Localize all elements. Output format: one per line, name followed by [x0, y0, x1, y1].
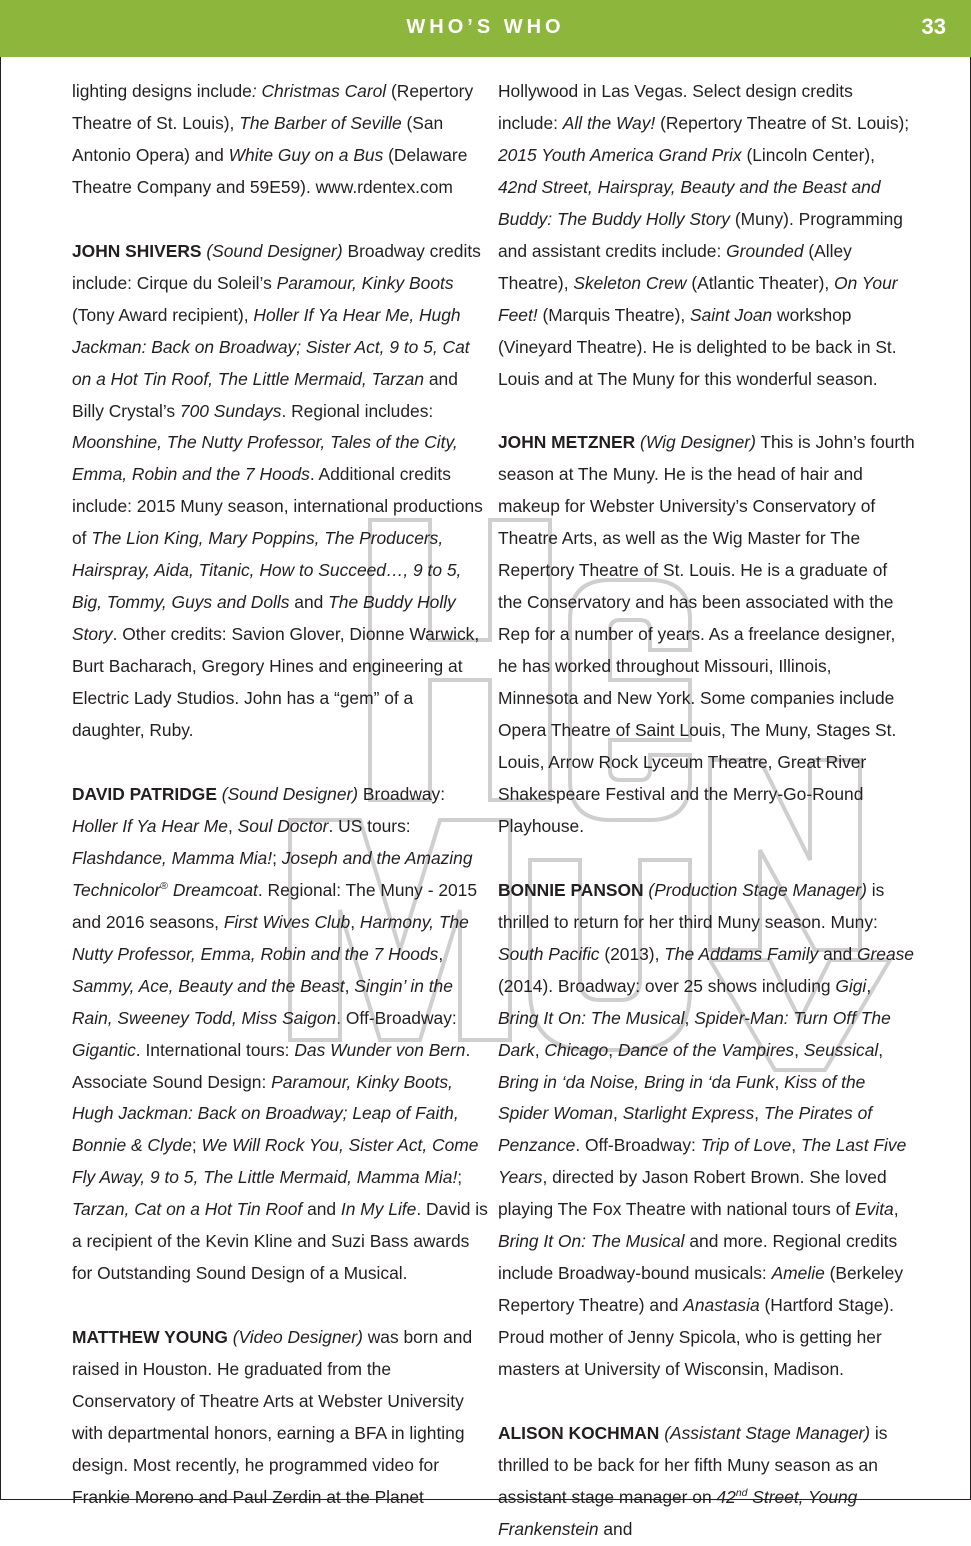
italic-text: (Wig Designer): [640, 432, 756, 453]
text-run: (2014). Broadway: over 25 shows including: [498, 975, 836, 996]
text-run: (Lincoln Center),: [741, 144, 875, 165]
text-run: ,: [344, 975, 355, 996]
italic-text: Joseph and the Amazing Technicolor: [72, 847, 473, 900]
text-run: . Off-Broadway:: [336, 1007, 457, 1028]
text-run: ;: [272, 847, 282, 868]
italic-text: 2015 Youth America Grand Prix: [498, 144, 742, 165]
text-run: (Muny). Programming and assistant credits include:: [498, 208, 903, 261]
italic-text: In My Life: [340, 1199, 417, 1220]
italic-text: Dreamcoat: [168, 879, 258, 900]
italic-text: Bring in ‘da Noise, Bring in ‘da Funk: [498, 1071, 775, 1092]
text-run: . International tours:: [135, 1039, 295, 1060]
text-run: and: [818, 943, 857, 964]
bio-john-shivers: [72, 236, 490, 747]
text-run: . Additional credits include: 2015 Muny season, international productions of: [72, 464, 483, 549]
text-run: ,: [866, 975, 872, 996]
bio-name: JOHN SHIVERS: [72, 240, 202, 261]
italic-text: All the Way!: [562, 112, 656, 133]
italic-text: Singin’ in the Rain, Sweeney Todd, Miss Saigon: [72, 975, 453, 1028]
text-run: . US tours:: [328, 815, 411, 836]
italic-text: The Addams Family: [664, 943, 819, 964]
italic-text: Starlight Express: [622, 1103, 755, 1124]
text-run: ,: [794, 1039, 804, 1060]
text-run: ,: [227, 815, 238, 836]
bio-matthew-young-continued: [498, 76, 916, 396]
italic-text: White Guy on a Bus: [228, 144, 384, 165]
italic-text: Paramour, Kinky Boots: [276, 272, 454, 293]
text-run: (San Antonio Opera) and: [72, 112, 444, 165]
italic-text: (Video Designer): [232, 1327, 363, 1348]
italic-text: 42: [716, 1486, 736, 1507]
text-run: ,: [893, 1199, 899, 1220]
italic-text: : Christmas Carol: [251, 81, 387, 101]
italic-text: The Buddy Holly Story: [72, 592, 456, 645]
italic-text: Harmony, The Nutty Professor, Emma, Robin and the 7 Hoods: [72, 911, 469, 964]
italic-text: Street, Young Frankenstein: [498, 1486, 858, 1539]
text-run: (Repertory Theatre of St. Louis),: [72, 81, 474, 133]
italic-text: We Will Rock You, Sister Act, Come Fly Away, 9 to 5, The Little Mermaid, Mamma Mia!: [72, 1135, 479, 1188]
text-run: . Off-Broadway:: [575, 1135, 701, 1156]
italic-text: First Wives Club: [223, 911, 351, 932]
italic-text: (Production Stage Manager): [648, 879, 867, 900]
italic-text: Kiss of the Spider Woman: [498, 1071, 866, 1124]
text-run: . Regional includes:: [281, 400, 434, 421]
text-run: ,: [613, 1103, 623, 1124]
italic-text: Soul Doctor: [237, 815, 329, 836]
italic-text: The Last Five Years: [498, 1135, 907, 1188]
bio-alison-kochman: [498, 1418, 916, 1546]
italic-text: Holler If Ya Hear Me: [72, 815, 228, 836]
header-bar: [0, 0, 971, 57]
text-run: ,: [350, 911, 360, 932]
text-run: Broadway credits include: Cirque du Soleil’s: [72, 240, 481, 293]
text-run: ,: [791, 1135, 801, 1156]
left-column: [72, 76, 490, 1514]
italic-text: Bring It On: The Musical: [498, 1231, 685, 1252]
right-column: [498, 76, 916, 1546]
italic-text: nd: [735, 1488, 748, 1500]
text-run: and Billy Crystal’s: [72, 368, 458, 421]
italic-text: Dance of the Vampires: [617, 1039, 795, 1060]
text-run: (Marquis Theatre),: [537, 304, 691, 325]
text-run: is thrilled to be back for her fifth Muny season as an assistant stage manager on: [498, 1422, 888, 1507]
italic-text: Gigi: [835, 975, 867, 996]
text-run: ,: [774, 1071, 785, 1092]
text-run: . Other credits: Savion Glover, Dionne Warwick, Burt Bacharach, Gregory Hines and engineering at Electric Lady Studios. John has a “gem” of a daughter, Ruby.: [72, 624, 480, 741]
text-run: ,: [534, 1039, 545, 1060]
text-run: ,: [608, 1039, 618, 1060]
italic-text: Tarzan, Cat on a Hot Tin Roof: [72, 1199, 303, 1220]
text-run: is thrilled to return for her third Muny season. Muny:: [498, 879, 885, 932]
bio-david-patridge: [72, 779, 490, 1290]
italic-text: Bring It On: The Musical: [498, 1007, 685, 1028]
text-run: lighting designs include: [72, 81, 252, 101]
text-run: and: [289, 592, 329, 613]
text-run: ,: [438, 943, 444, 964]
text-run: (Tony Award recipient),: [72, 304, 254, 325]
text-run: This is John’s fourth season at The Muny. He is the head of hair and makeup for Webster University’s Conservatory of Theatre Arts, as well as the Wig Master for The Repertory Theatre of St. Louis. He is a graduate of the Conservatory and has been associated with the Rep for a number of years. As a freelance designer, he has worked throughout Missouri, Illinois, Minnesota and New York. Some companies include Opera Theatre of Saint Louis, The Muny, Stages St. Louis, Arrow Rock Lyceum Theatre, Great River Shakespeare Festival and the Merry-Go-Round Playhouse.: [498, 432, 915, 836]
italic-text: Spider-Man: Turn Off The Dark: [498, 1007, 891, 1060]
bio-bonnie-panson: [498, 875, 916, 1386]
text-run: (Repertory Theatre of St. Louis);: [655, 112, 910, 133]
text-run: (Alley Theatre),: [498, 240, 852, 293]
text-run: was born and raised in Houston. He graduated from the Conservatory of Theatre Arts at Webster University with departmental honors, earning a BFA in lighting design. Most recently, he programmed video for Frankie Moreno and Paul Zerdin at the Planet: [72, 1327, 473, 1507]
bio-name: JOHN METZNER: [498, 432, 636, 453]
page-number: 33: [921, 14, 946, 39]
text-run: (2013),: [599, 943, 665, 964]
italic-text: The Barber of Seville: [239, 112, 402, 133]
italic-text: South Pacific: [498, 943, 600, 964]
italic-text: Anastasia: [683, 1295, 760, 1316]
text-run: , directed by Jason Robert Brown. She loved playing The Fox Theatre with national tours of: [498, 1167, 887, 1220]
text-run: (Berkeley Repertory Theatre) and: [498, 1263, 904, 1316]
bio-john-metzner: [498, 427, 916, 842]
italic-text: 700 Sundays: [179, 400, 282, 421]
text-run: ,: [684, 1007, 695, 1028]
text-run: ®: [160, 881, 168, 892]
italic-text: Sammy, Ace, Beauty and the Beast: [72, 975, 345, 996]
italic-text: Chicago: [544, 1039, 609, 1060]
italic-text: Skeleton Crew: [573, 272, 687, 293]
italic-text: Saint Joan: [690, 304, 773, 325]
text-run: Broadway:: [358, 783, 446, 804]
text-run: (Hartford Stage). Proud mother of Jenny Spicola, who is getting her masters at University of Wisconsin, Madison.: [498, 1295, 895, 1380]
italic-text: On Your Feet!: [498, 272, 898, 325]
italic-text: Das Wunder von Bern: [294, 1039, 466, 1060]
italic-text: Trip of Love: [700, 1135, 792, 1156]
italic-text: Amelie: [771, 1263, 825, 1284]
text-run: . David is a recipient of the Kevin Kline and Suzi Bass awards for Outstanding Sound Design of a Musical.: [72, 1199, 488, 1284]
italic-text: Holler If Ya Hear Me, Hugh Jackman: Back on Broadway; Sister Act, 9 to 5, Cat on a Hot Tin Roof, The Little Mermaid, Tarzan: [72, 304, 470, 389]
text-run: workshop (Vineyard Theatre). He is delighted to be back in St. Louis and at The Muny for this wonderful season.: [498, 304, 897, 389]
italic-text: (Sound Designer): [206, 240, 343, 261]
bio-matthew-young: [72, 1322, 490, 1514]
italic-text: Grounded: [726, 240, 804, 261]
italic-text: (Assistant Stage Manager): [664, 1422, 871, 1443]
text-run: (Atlantic Theater),: [686, 272, 835, 293]
bio-lighting-continuation: [72, 76, 490, 204]
italic-text: The Lion King, Mary Poppins, The Producers, Hairspray, Aida, Titanic, How to Succeed…, 9 to 5, Big, Tommy, Guys and Dolls: [72, 528, 462, 613]
text-run: ;: [457, 1167, 463, 1188]
text-run: ;: [191, 1135, 202, 1156]
text-run: ,: [878, 1039, 884, 1060]
italic-text: Grease: [856, 943, 914, 964]
italic-text: Paramour, Kinky Boots, Hugh Jackman: Back on Broadway; Leap of Faith, Bonnie & Clyde: [72, 1071, 459, 1156]
italic-text: Evita: [855, 1199, 894, 1220]
italic-text: Gigantic: [72, 1039, 136, 1060]
bio-name: ALISON KOCHMAN: [498, 1422, 660, 1443]
bio-name: DAVID PATRIDGE: [72, 783, 217, 804]
text-run: and more. Regional credits include Broadway-bound musicals:: [498, 1231, 898, 1284]
bio-name: MATTHEW YOUNG: [72, 1327, 228, 1348]
italic-text: (Sound Designer): [221, 783, 359, 804]
text-run: (Delaware Theatre Company and 59E59). www.rdentex.com: [72, 144, 468, 197]
bio-name: BONNIE PANSON: [498, 879, 644, 900]
italic-text: Flashdance, Mamma Mia!: [72, 847, 273, 868]
text-run: and: [598, 1518, 633, 1539]
section-title: WHO’S WHO: [406, 16, 565, 38]
italic-text: 42nd Street, Hairspray, Beauty and the Beast and Buddy: The Buddy Holly Story: [498, 176, 881, 229]
italic-text: Seussical: [803, 1039, 879, 1060]
italic-text: The Pirates of Penzance: [498, 1103, 873, 1156]
text-run: ,: [754, 1103, 764, 1124]
italic-text: Moonshine, The Nutty Professor, Tales of the City, Emma, Robin and the 7 Hoods: [72, 432, 458, 485]
text-run: . Associate Sound Design:: [72, 1039, 471, 1092]
text-run: Hollywood in Las Vegas. Select design credits include:: [498, 81, 853, 133]
text-run: . Regional: The Muny - 2015 and 2016 seasons,: [72, 879, 478, 932]
text-run: and: [302, 1199, 341, 1220]
